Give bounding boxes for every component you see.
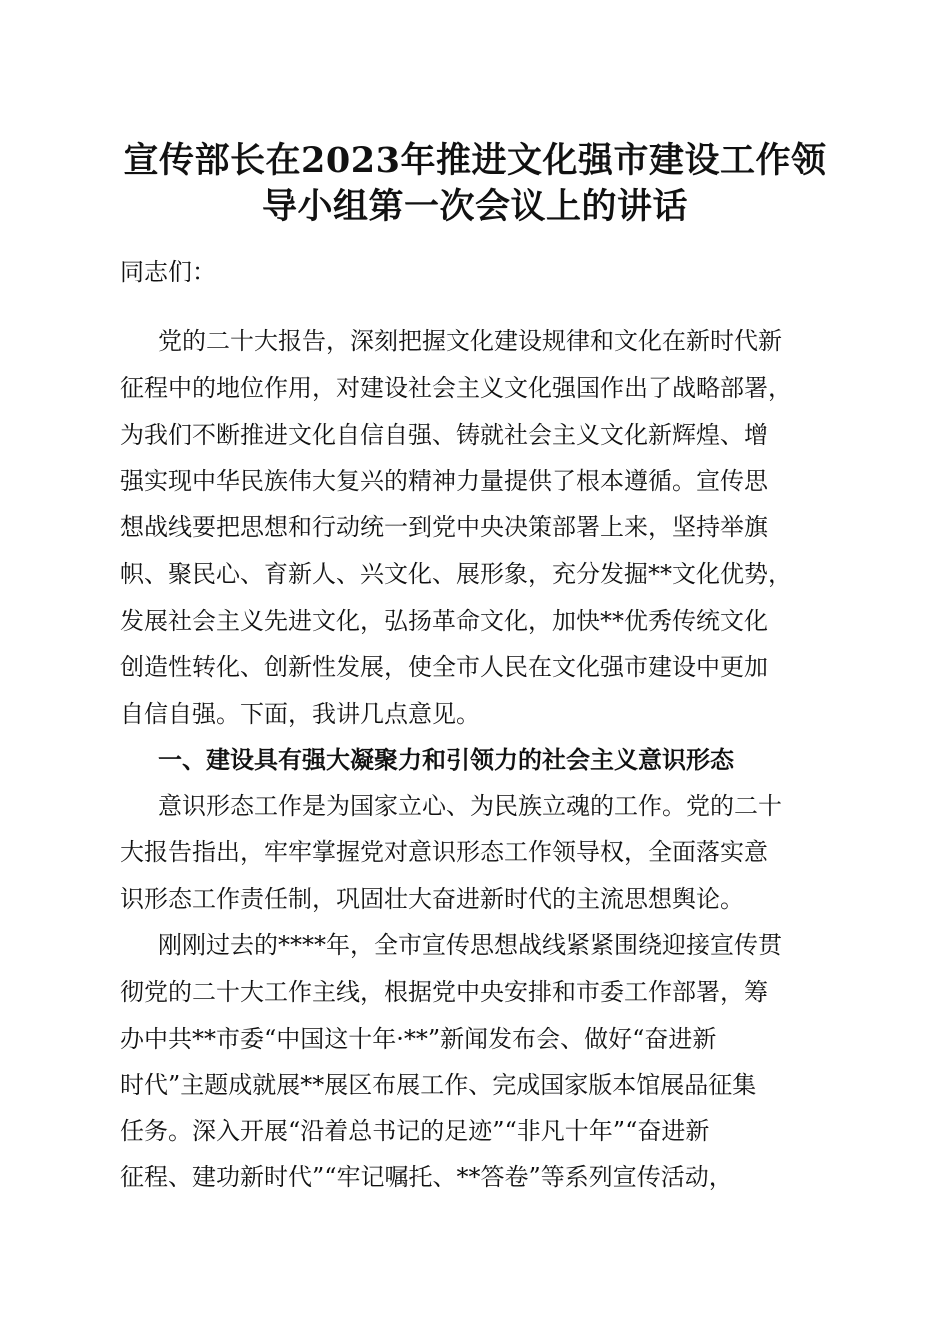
body-line: 强实现中华民族伟大复兴的精神力量提供了根本遵循。宣传思 <box>120 467 768 495</box>
title-line-1: 宣传部长在2023年推进文化强市建设工作领 <box>123 140 827 181</box>
body-line: 党的二十大报告，深刻把握文化建设规律和文化在新时代新 <box>158 327 782 355</box>
body-line: 发展社会主义先进文化，弘扬革命文化，加快**优秀传统文化 <box>120 607 768 635</box>
body-line: 任务。深入开展“沿着总书记的足迹”“非凡十年”“奋进新 <box>120 1117 710 1145</box>
section-heading-1: 一、建设具有强大凝聚力和引领力的社会主义意识形态 <box>158 746 734 774</box>
body-line: 彻党的二十大工作主线，根据党中央安排和市委工作部署，筹 <box>120 978 768 1006</box>
body-line: 意识形态工作是为国家立心、为民族立魂的工作。党的二十 <box>158 792 782 820</box>
body-line: 征程、建功新时代”“牢记嘱托、**答卷”等系列宣传活动， <box>120 1163 733 1191</box>
page-title <box>110 138 840 230</box>
body-line: 为我们不断推进文化自信自强、铸就社会主义文化新辉煌、增 <box>120 421 768 449</box>
body-line: 识形态工作责任制，巩固壮大奋进新时代的主流思想舆论。 <box>120 885 744 913</box>
body-line: 办中共**市委“中国这十年·**”新闻发布会、做好“奋进新 <box>120 1025 717 1053</box>
body-line: 征程中的地位作用，对建设社会主义文化强国作出了战略部署， <box>120 374 792 402</box>
body-line: 自信自强。下面，我讲几点意见。 <box>120 700 480 728</box>
greeting: 同志们： <box>120 258 216 286</box>
body-line: 帜、聚民心、育新人、兴文化、展形象，充分发掘**文化优势， <box>120 560 792 588</box>
body-line: 时代”主题成就展**展区布展工作、完成国家版本馆展品征集 <box>120 1071 757 1099</box>
body-line: 创造性转化、创新性发展，使全市人民在文化强市建设中更加 <box>120 653 768 681</box>
body-line: 刚刚过去的****年，全市宣传思想战线紧紧围绕迎接宣传贯 <box>158 931 782 959</box>
body-line: 大报告指出，牢牢掌握党对意识形态工作领导权，全面落实意 <box>120 838 768 866</box>
title-line-2: 导小组第一次会议上的讲话 <box>261 186 688 227</box>
body-line: 想战线要把思想和行动统一到党中央决策部署上来，坚持举旗 <box>120 513 768 541</box>
